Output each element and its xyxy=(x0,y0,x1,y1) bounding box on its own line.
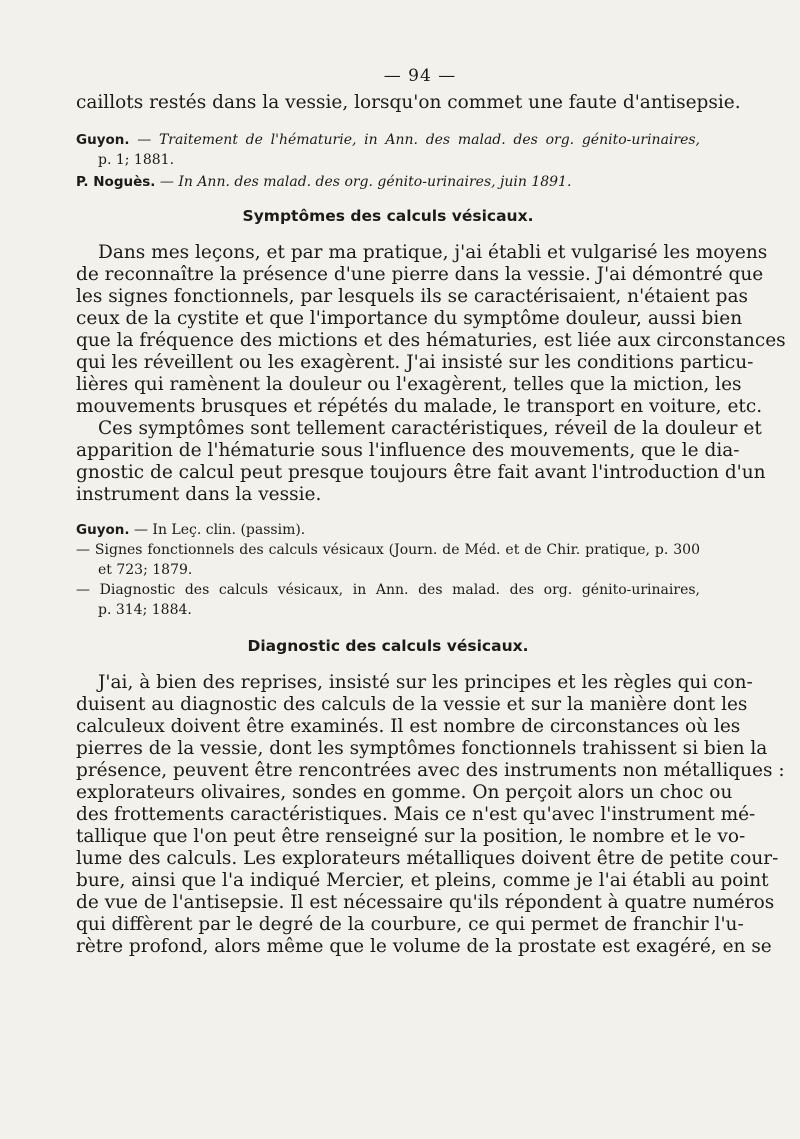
reference-text: — Diagnostic des calculs vésicaux, in Ann. des malad. des org. génito-urinaires, xyxy=(76,582,700,598)
text-line: tallique que l'on peut être renseigné sur la position, le nombre et le vo- xyxy=(76,826,746,847)
text-line: gnostic de calcul peut presque toujours être fait avant l'introduction d'un xyxy=(76,462,766,483)
paragraph xyxy=(76,242,786,418)
text-line: lume des calculs. Les explorateurs métalliques doivent être de petite cour- xyxy=(76,848,779,869)
reference-text: — In Leç. clin. (passim). xyxy=(133,522,306,538)
paragraph xyxy=(76,418,766,506)
text-line: J'ai, à bien des reprises, insisté sur les principes et les règles qui con- xyxy=(98,672,753,693)
section-heading-diagnostic: Diagnostic des calculs vésicaux. xyxy=(247,637,529,655)
reference-author: P. Noguès. xyxy=(76,174,156,190)
reference-author: Guyon. xyxy=(76,522,130,538)
text-line: explorateurs olivaires, sondes en gomme. On perçoit alors un choc ou xyxy=(76,782,733,803)
text-line: instrument dans la vessie. xyxy=(76,484,322,505)
text-line: de vue de l'antisepsie. Il est nécessaire qu'ils répondent à quatre numéros xyxy=(76,892,775,913)
page-body xyxy=(76,92,786,958)
text-line: qui diffèrent par le degré de la courbure, ce qui permet de franchir l'u- xyxy=(76,914,744,935)
reference-entry xyxy=(76,520,700,540)
section-heading-symptomes: Symptômes des calculs vésicaux. xyxy=(242,207,534,225)
text-line: Dans mes leçons, et par ma pratique, j'ai établi et vulgarisé les moyens xyxy=(98,242,768,263)
text-line: calculeux doivent être examinés. Il est nombre de circonstances où les xyxy=(76,716,741,737)
text-line: qui les réveillent ou les exagèrent. J'ai insisté sur les conditions particu- xyxy=(76,352,754,373)
text-line: que la fréquence des mictions et des hématuries, est liée aux circonstances xyxy=(76,330,786,351)
references-block-1 xyxy=(76,130,700,192)
reference-entry xyxy=(76,172,700,192)
text-line: mouvements brusques et répétés du malade, le transport en voiture, etc. xyxy=(76,396,763,417)
reference-text: — In Ann. des malad. des org. génito-urinaires, juin 1891. xyxy=(159,174,572,190)
page-number: — 94 — xyxy=(383,66,457,86)
text-line: lières qui ramènent la douleur ou l'exagèrent, telles que la miction, les xyxy=(76,374,742,395)
text-line: pierres de la vessie, dont les symptômes fonctionnels trahissent si bien la xyxy=(76,738,768,759)
reference-text: — Traitement de l'hématurie, in Ann. des malad. des org. génito-urinaires, xyxy=(137,132,701,148)
reference-continuation: p. 314; 1884. xyxy=(98,602,192,618)
text-line: de reconnaître la présence d'une pierre dans la vessie. J'ai démontré que xyxy=(76,264,764,285)
reference-continuation: et 723; 1879. xyxy=(98,562,193,578)
text-line: ceux de la cystite et que l'importance du symptôme douleur, aussi bien xyxy=(76,308,743,329)
reference-entry xyxy=(76,130,700,150)
references-block-2 xyxy=(76,520,700,620)
text-line: apparition de l'hématurie sous l'influence des mouvements, que le dia- xyxy=(76,440,740,461)
paragraph xyxy=(76,672,785,958)
reference-author: Guyon. xyxy=(76,132,130,148)
text-line: rètre profond, alors même que le volume de la prostate est exagéré, en se xyxy=(76,936,772,957)
text-line: bure, ainsi que l'a indiqué Mercier, et pleins, comme je l'ai établi au point xyxy=(76,870,769,891)
intro-line: caillots restés dans la vessie, lorsqu'on commet une faute d'antisepsie. xyxy=(76,92,741,113)
text-line: les signes fonctionnels, par lesquels ils se caractérisaient, n'étaient pas xyxy=(76,286,749,307)
text-line: duisent au diagnostic des calculs de la vessie et sur la manière dont les xyxy=(76,694,748,715)
text-line: présence, peuvent être rencontrées avec des instruments non métalliques : xyxy=(76,760,785,781)
reference-continuation: p. 1; 1881. xyxy=(98,152,175,168)
text-line: des frottements caractéristiques. Mais ce n'est qu'avec l'instrument mé- xyxy=(76,804,756,825)
text-line: Ces symptômes sont tellement caractéristiques, réveil de la douleur et xyxy=(98,418,762,439)
reference-text: — Signes fonctionnels des calculs vésicaux (Journ. de Méd. et de Chir. pratique, p. 300 xyxy=(76,542,700,558)
